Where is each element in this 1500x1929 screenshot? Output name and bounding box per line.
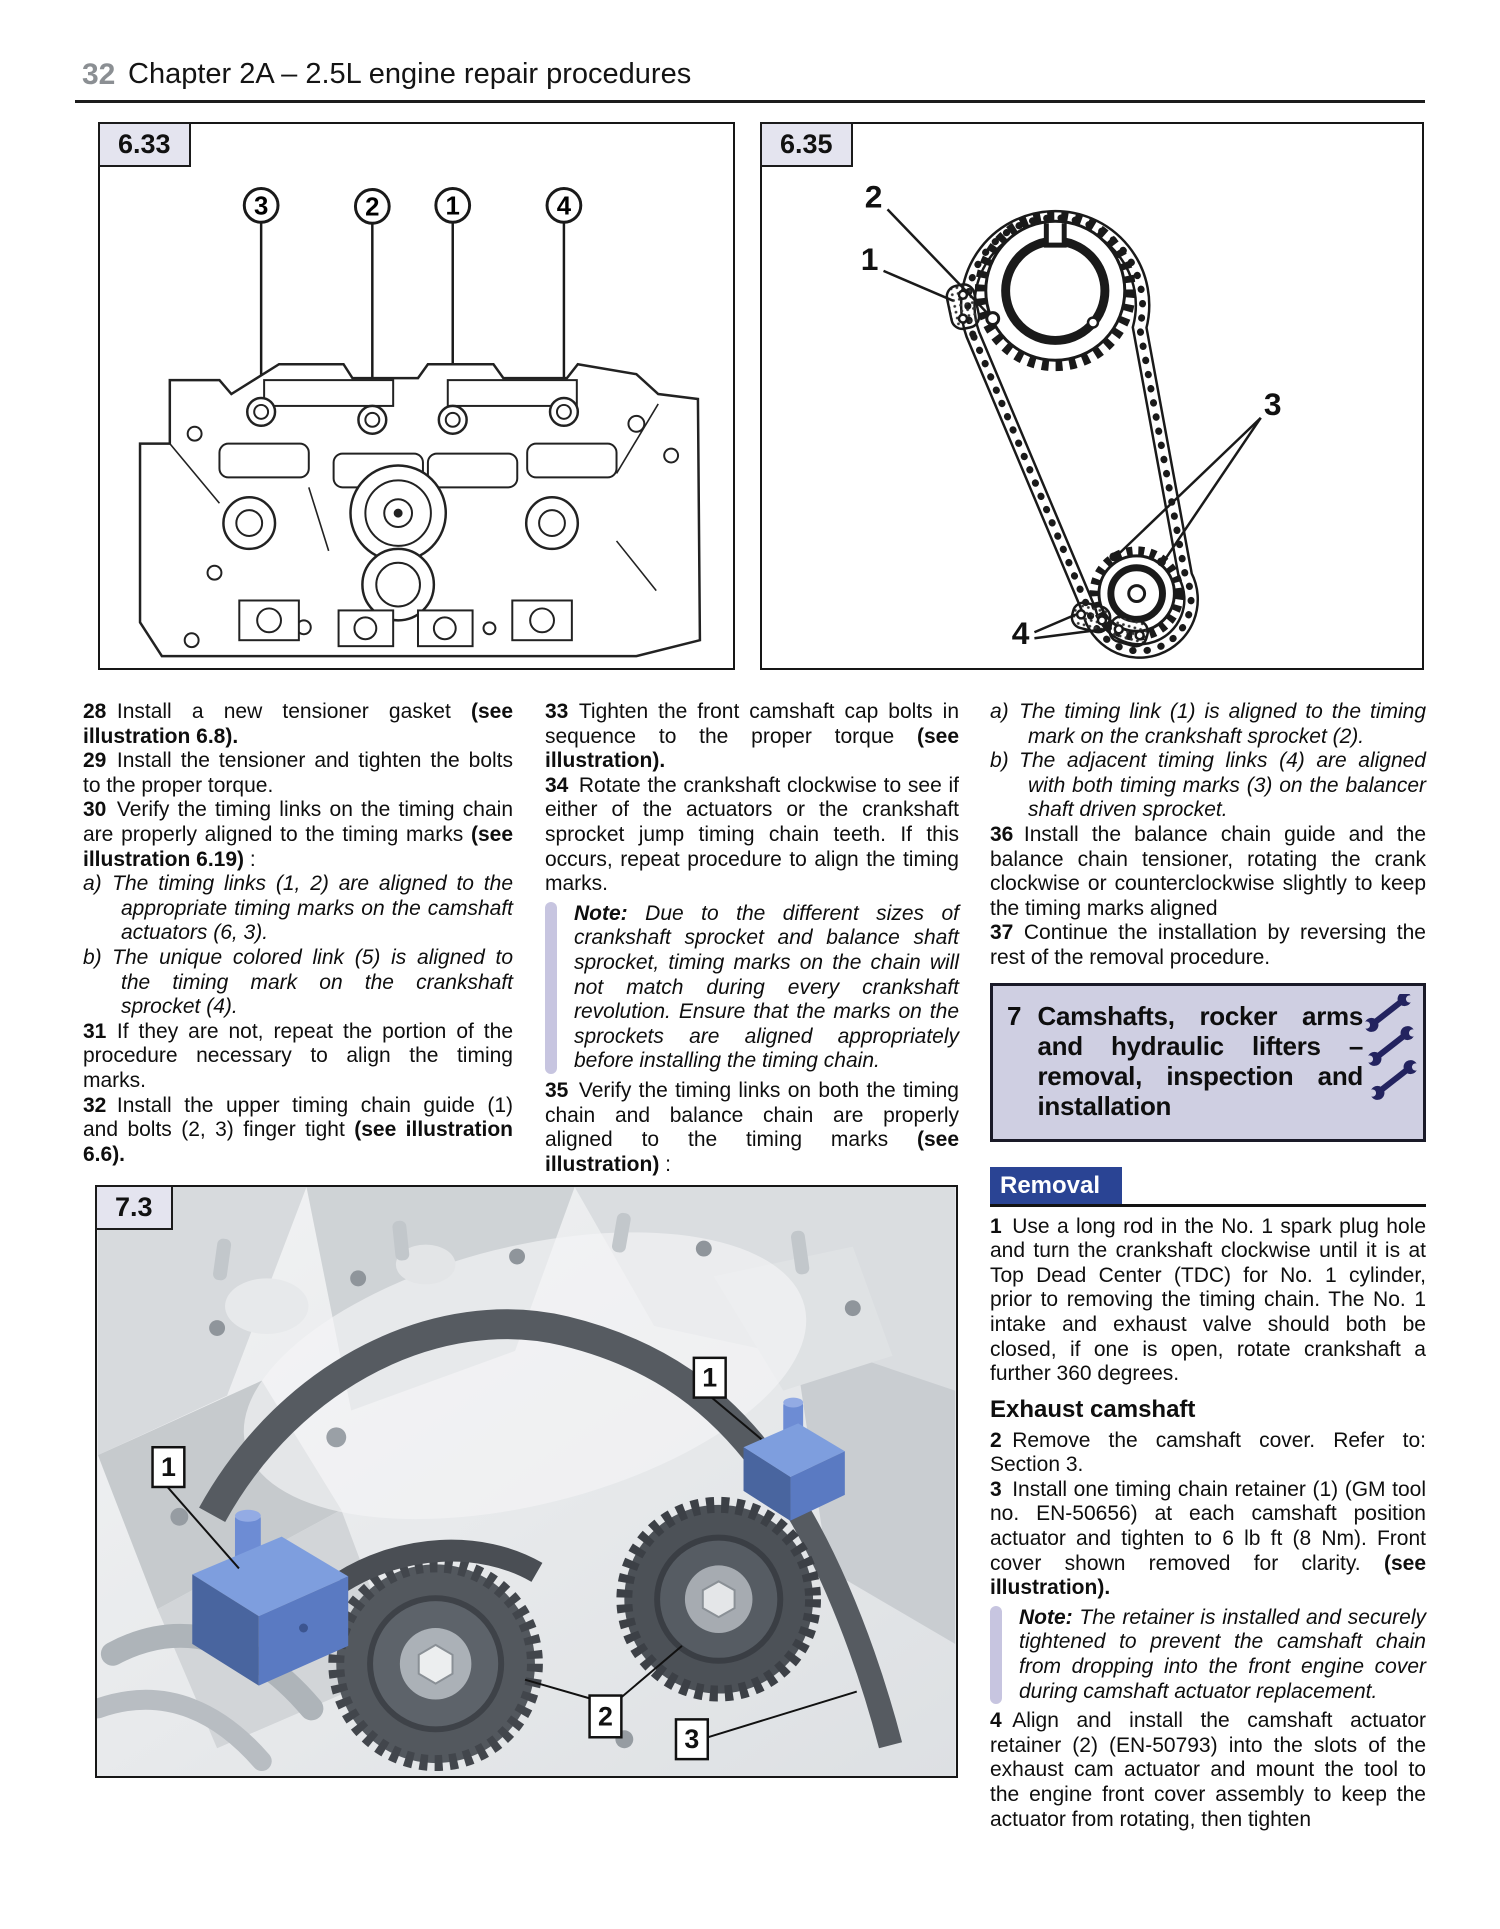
figure-6-33: [98, 122, 735, 670]
text-column-3: [990, 700, 1426, 1832]
svg-text:2: 2: [598, 1701, 613, 1732]
figure-7-3: [95, 1185, 958, 1778]
paragraph: 32 Install the upper timing chain guide (1) and bolts (2, 3) finger tight (see illustration 6.6).: [83, 1093, 514, 1166]
removal-subheading-row: [990, 1167, 1426, 1207]
paragraph: 31 If they are not, repeat the portion of the procedure necessary to align the timing marks.: [83, 1019, 513, 1092]
svg-text:4: 4: [556, 192, 572, 221]
note-text: Note: Due to the different sizes of crankshaft sprocket and balance shaft sprocket, timing marks on the chain will not match during every crankshaft revolution. Ensure that the marks on the sprockets are aligned appropriately before installing the timing chain.: [574, 901, 959, 1073]
section-7-heading-box: [990, 983, 1426, 1142]
paragraph: 28 Install a new tensioner gasket (see illustration 6.8).: [83, 700, 513, 748]
col3-upper-flow: [990, 700, 1426, 971]
svg-text:1: 1: [445, 192, 460, 221]
svg-text:1: 1: [860, 240, 879, 277]
svg-text:1: 1: [702, 1362, 718, 1393]
list-item: a) The timing link (1) is aligned to the timing mark on the crankshaft sprocket (2).: [990, 700, 1426, 748]
section-number: 7: [1007, 1000, 1022, 1031]
note-block: [990, 1606, 1426, 1704]
list-item: a) The timing links (1, 2) are aligned to the appropriate timing marks on the camshaft actuators (6, 3).: [83, 872, 513, 945]
engine-line-art: [140, 364, 700, 656]
header-rule: [75, 100, 1425, 103]
text-column-2: [545, 700, 959, 1177]
svg-text:3: 3: [253, 192, 269, 221]
balance-chain-timing-marks-drawing: [762, 124, 1422, 668]
camshaft-retainer-photo: [97, 1187, 956, 1776]
section-title: Camshafts, rocker arms and hydraulic lifters – removal, inspection and installation: [1037, 1000, 1363, 1121]
svg-text:3: 3: [684, 1724, 700, 1755]
paragraph: 36 Install the balance chain guide and the balance chain tensioner, rotating the crank clockwise or counterclockwise slightly to keep the timing marks aligned: [990, 822, 1426, 920]
exhaust-cam-actuator: [624, 1505, 813, 1694]
list-item: b) The adjacent timing links (4) are aligned with both timing marks (3) on the balancer shaft driven sprocket.: [990, 749, 1426, 822]
circled-callout-numbers: [244, 189, 581, 224]
svg-text:3: 3: [1263, 385, 1282, 422]
svg-text:4: 4: [1011, 615, 1030, 652]
svg-text:2: 2: [864, 178, 883, 215]
removal-subheading: Removal: [990, 1167, 1122, 1204]
paragraph: 4 Align and install the camshaft actuator retainer (2) (EN-50793) into the slots of the exhaust cam actuator and mount the tool to the engine front cover assembly to keep the actuator from rotating, then tighten: [990, 1709, 1426, 1831]
paragraph: 35 Verify the timing links on both the timing chain and balance chain are properly aligned to the timing marks (see illustration) :: [545, 1078, 959, 1176]
paragraph: 1 Use a long rod in the No. 1 spark plug hole and turn the crankshaft clockwise until it is at Top Dead Center (TDC) for No. 1 cylinder, prior to removing the timing chain. The No. 1 intake and exhaust valve should both be closed, if one is open, rotate crankshaft a further 360 degrees.: [990, 1214, 1426, 1386]
figure-label: 6.33: [98, 122, 191, 167]
page-number: 32: [82, 58, 116, 91]
figure-label: 7.3: [95, 1185, 173, 1230]
paragraph: 34 Rotate the crankshaft clockwise to see if either of the actuators or the crankshaft sprocket jump timing chain teeth. If this occurs, repeat procedure to align the timing marks.: [545, 773, 959, 896]
paragraph: 37 Continue the installation by reversing the rest of the removal procedure.: [990, 921, 1426, 969]
wrenches-icon: [1361, 994, 1419, 1104]
list-item: b) The unique colored link (5) is aligned to the timing mark on the crankshaft sprocket (4).: [83, 945, 513, 1019]
text-column-1: [83, 700, 513, 1167]
col3-lower-flow: [990, 1215, 1426, 1833]
figure-label: 6.35: [760, 122, 853, 167]
svg-text:1: 1: [160, 1452, 176, 1483]
intake-cam-actuator: [336, 1564, 535, 1763]
paragraph: 3 Install one timing chain retainer (1) (GM tool no. EN-50656) at each camshaft position actuator and tighten to 6 lb ft (8 Nm). Front cover shown removed for clarity. (see illustration).: [990, 1477, 1426, 1600]
note-text: Note: The retainer is installed and securely tightened to prevent the camshaft chain from dropping into the front engine cover during camshaft actuator replacement.: [1019, 1605, 1426, 1703]
paragraph: 2 Remove the camshaft cover. Refer to: Section 3.: [990, 1428, 1426, 1477]
cam-cap-bolt-sequence-drawing: [100, 124, 733, 668]
paragraph: 30 Verify the timing links on the timing chain are properly aligned to the timing marks (see illustration 6.19) :: [83, 798, 513, 871]
note-block: [545, 902, 959, 1074]
note-bar: [990, 1606, 1002, 1704]
sub-heading: Exhaust camshaft: [990, 1395, 1196, 1423]
paragraph: 33 Tighten the front camshaft cap bolts in sequence to the proper torque (see illustration).: [545, 700, 959, 773]
paragraph: 29 Install the tensioner and tighten the bolts to the proper torque.: [83, 749, 513, 797]
chapter-title: Chapter 2A – 2.5L engine repair procedures: [128, 58, 692, 90]
note-bar: [545, 902, 557, 1074]
svg-text:2: 2: [365, 193, 380, 222]
figure-6-35: [760, 122, 1424, 670]
